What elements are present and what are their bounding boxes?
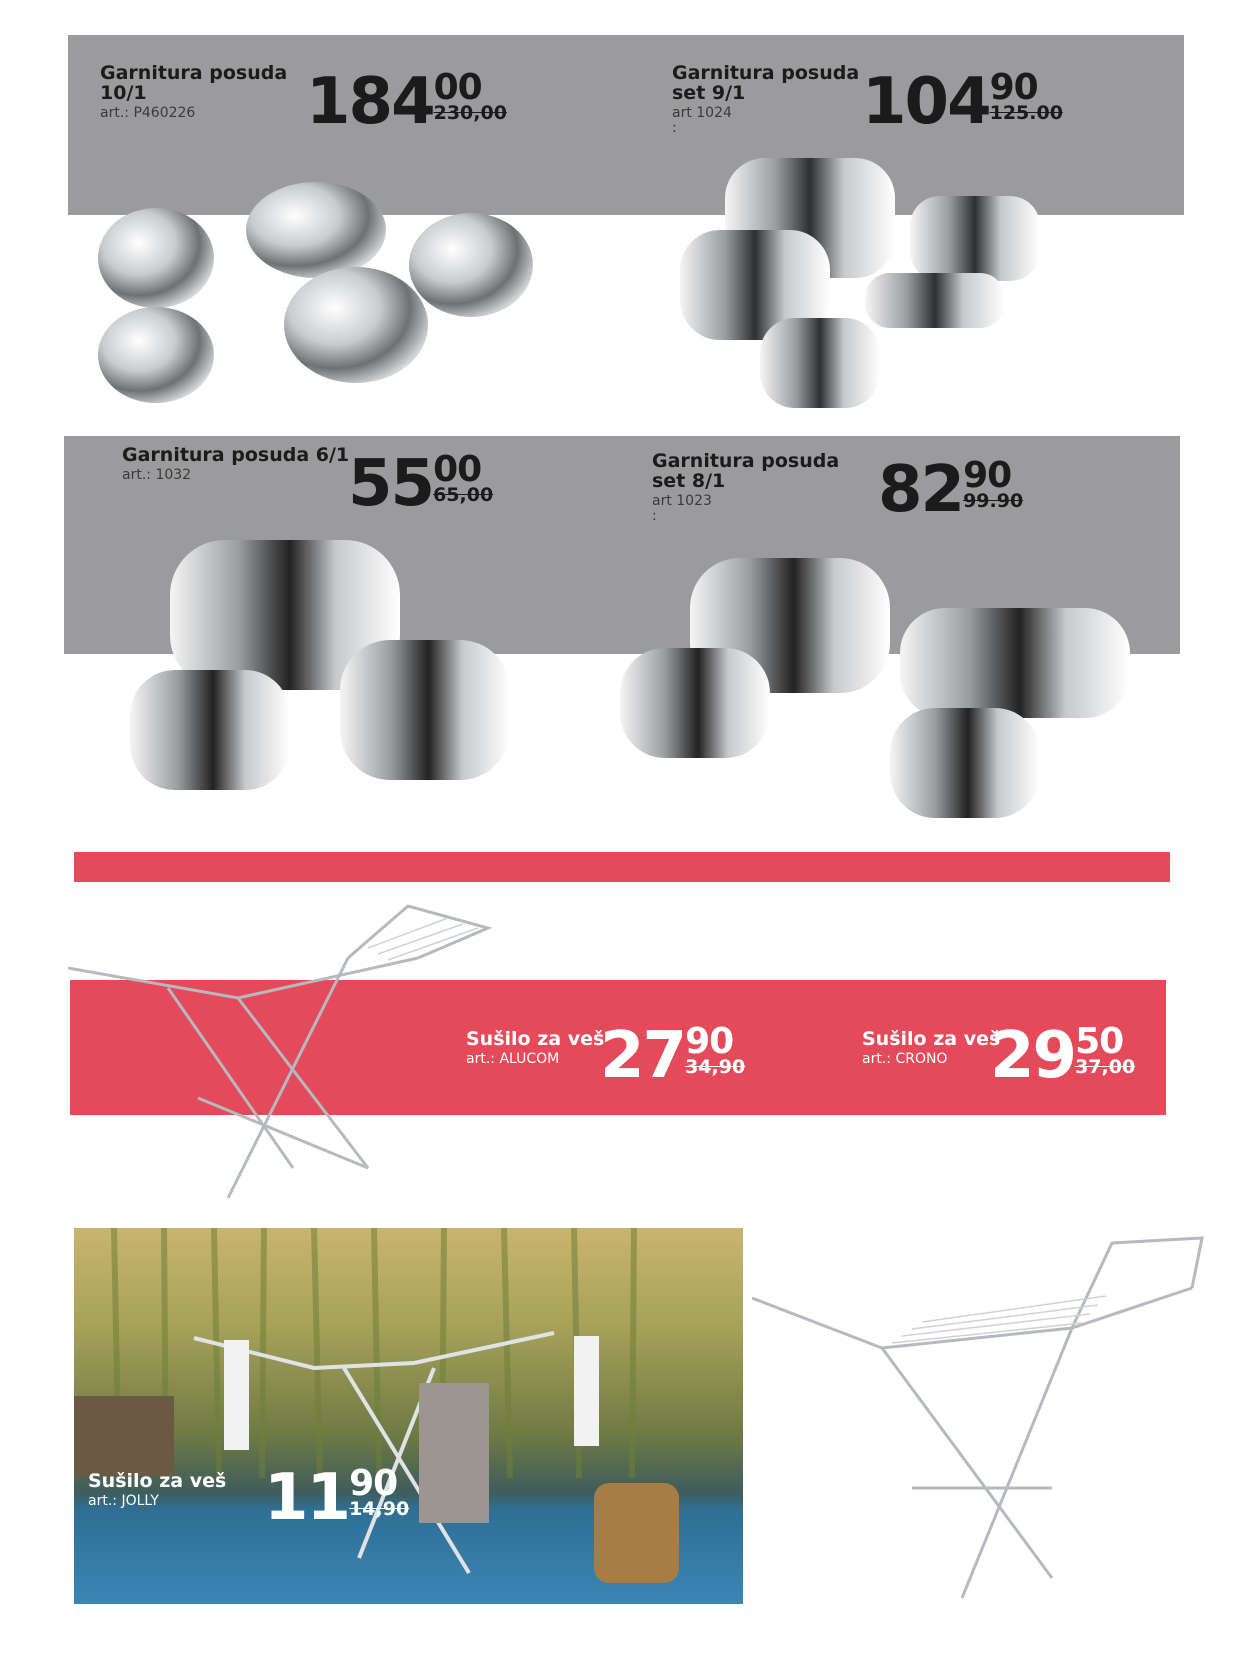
drying-rack-image [68, 898, 498, 1198]
price-cents: 90 [349, 1463, 398, 1504]
price-cents: 50 [1075, 1021, 1124, 1062]
price-integer: 184 [306, 65, 434, 139]
red-divider-bar [74, 852, 1170, 882]
product-drying-rack-crono [862, 1030, 1000, 1067]
cookware-set-image [640, 118, 1130, 418]
price-tag [878, 453, 1024, 527]
product-cookware-6-1 [122, 446, 349, 483]
cookware-set-image [600, 548, 1190, 823]
product-article: art.: ALUCOM [466, 1050, 560, 1067]
product-cookware-10-1 [100, 64, 287, 121]
price-tag [306, 65, 507, 139]
product-article: art.: JOLLY [88, 1492, 159, 1509]
old-price: 34,90 [685, 1056, 746, 1078]
product-name: Garnitura posuda set 9/1 [672, 62, 860, 104]
old-price: 125.00 [989, 102, 1063, 124]
old-price: 65,00 [433, 484, 494, 506]
product-article: art.: CRONO [862, 1050, 948, 1067]
price-integer: 11 [264, 1461, 350, 1535]
product-name: Garnitura posuda 6/1 [122, 444, 350, 466]
product-name: Garnitura posuda 10/1 [100, 62, 288, 104]
drying-rack-image [752, 1228, 1222, 1608]
price-cents: 90 [685, 1021, 734, 1062]
product-article: art.: 1032 [122, 466, 192, 483]
drying-rack-photo [74, 1228, 743, 1604]
old-price: 14,90 [349, 1498, 410, 1520]
price-integer: 104 [862, 65, 990, 139]
product-name: Sušilo za veš [862, 1028, 1001, 1050]
old-price: 230,00 [433, 102, 507, 124]
price-integer: 55 [348, 447, 434, 521]
price-cents: 00 [433, 449, 482, 490]
product-name: Sušilo za veš [466, 1028, 605, 1050]
product-article: art 1024 : [672, 104, 732, 136]
old-price: 37,00 [1075, 1056, 1136, 1078]
price-cents: 00 [433, 67, 482, 108]
product-article: art.: P460226 [100, 104, 196, 121]
price-integer: 27 [600, 1019, 686, 1093]
price-cents: 90 [963, 455, 1012, 496]
cookware-set-image [100, 510, 520, 800]
price-integer: 82 [878, 453, 964, 527]
price-tag [990, 1019, 1136, 1093]
price-tag [600, 1019, 746, 1093]
product-drying-rack-jolly [88, 1472, 226, 1509]
price-tag [264, 1461, 410, 1535]
product-name: Sušilo za veš [88, 1470, 227, 1492]
old-price: 99.90 [963, 490, 1024, 512]
cookware-set-image [76, 180, 576, 410]
product-cookware-set-8-1 [652, 452, 839, 523]
price-tag [348, 447, 494, 521]
price-integer: 29 [990, 1019, 1076, 1093]
product-article: art 1023 : [652, 492, 712, 524]
product-name: Garnitura posuda set 8/1 [652, 450, 840, 492]
price-cents: 90 [989, 67, 1038, 108]
